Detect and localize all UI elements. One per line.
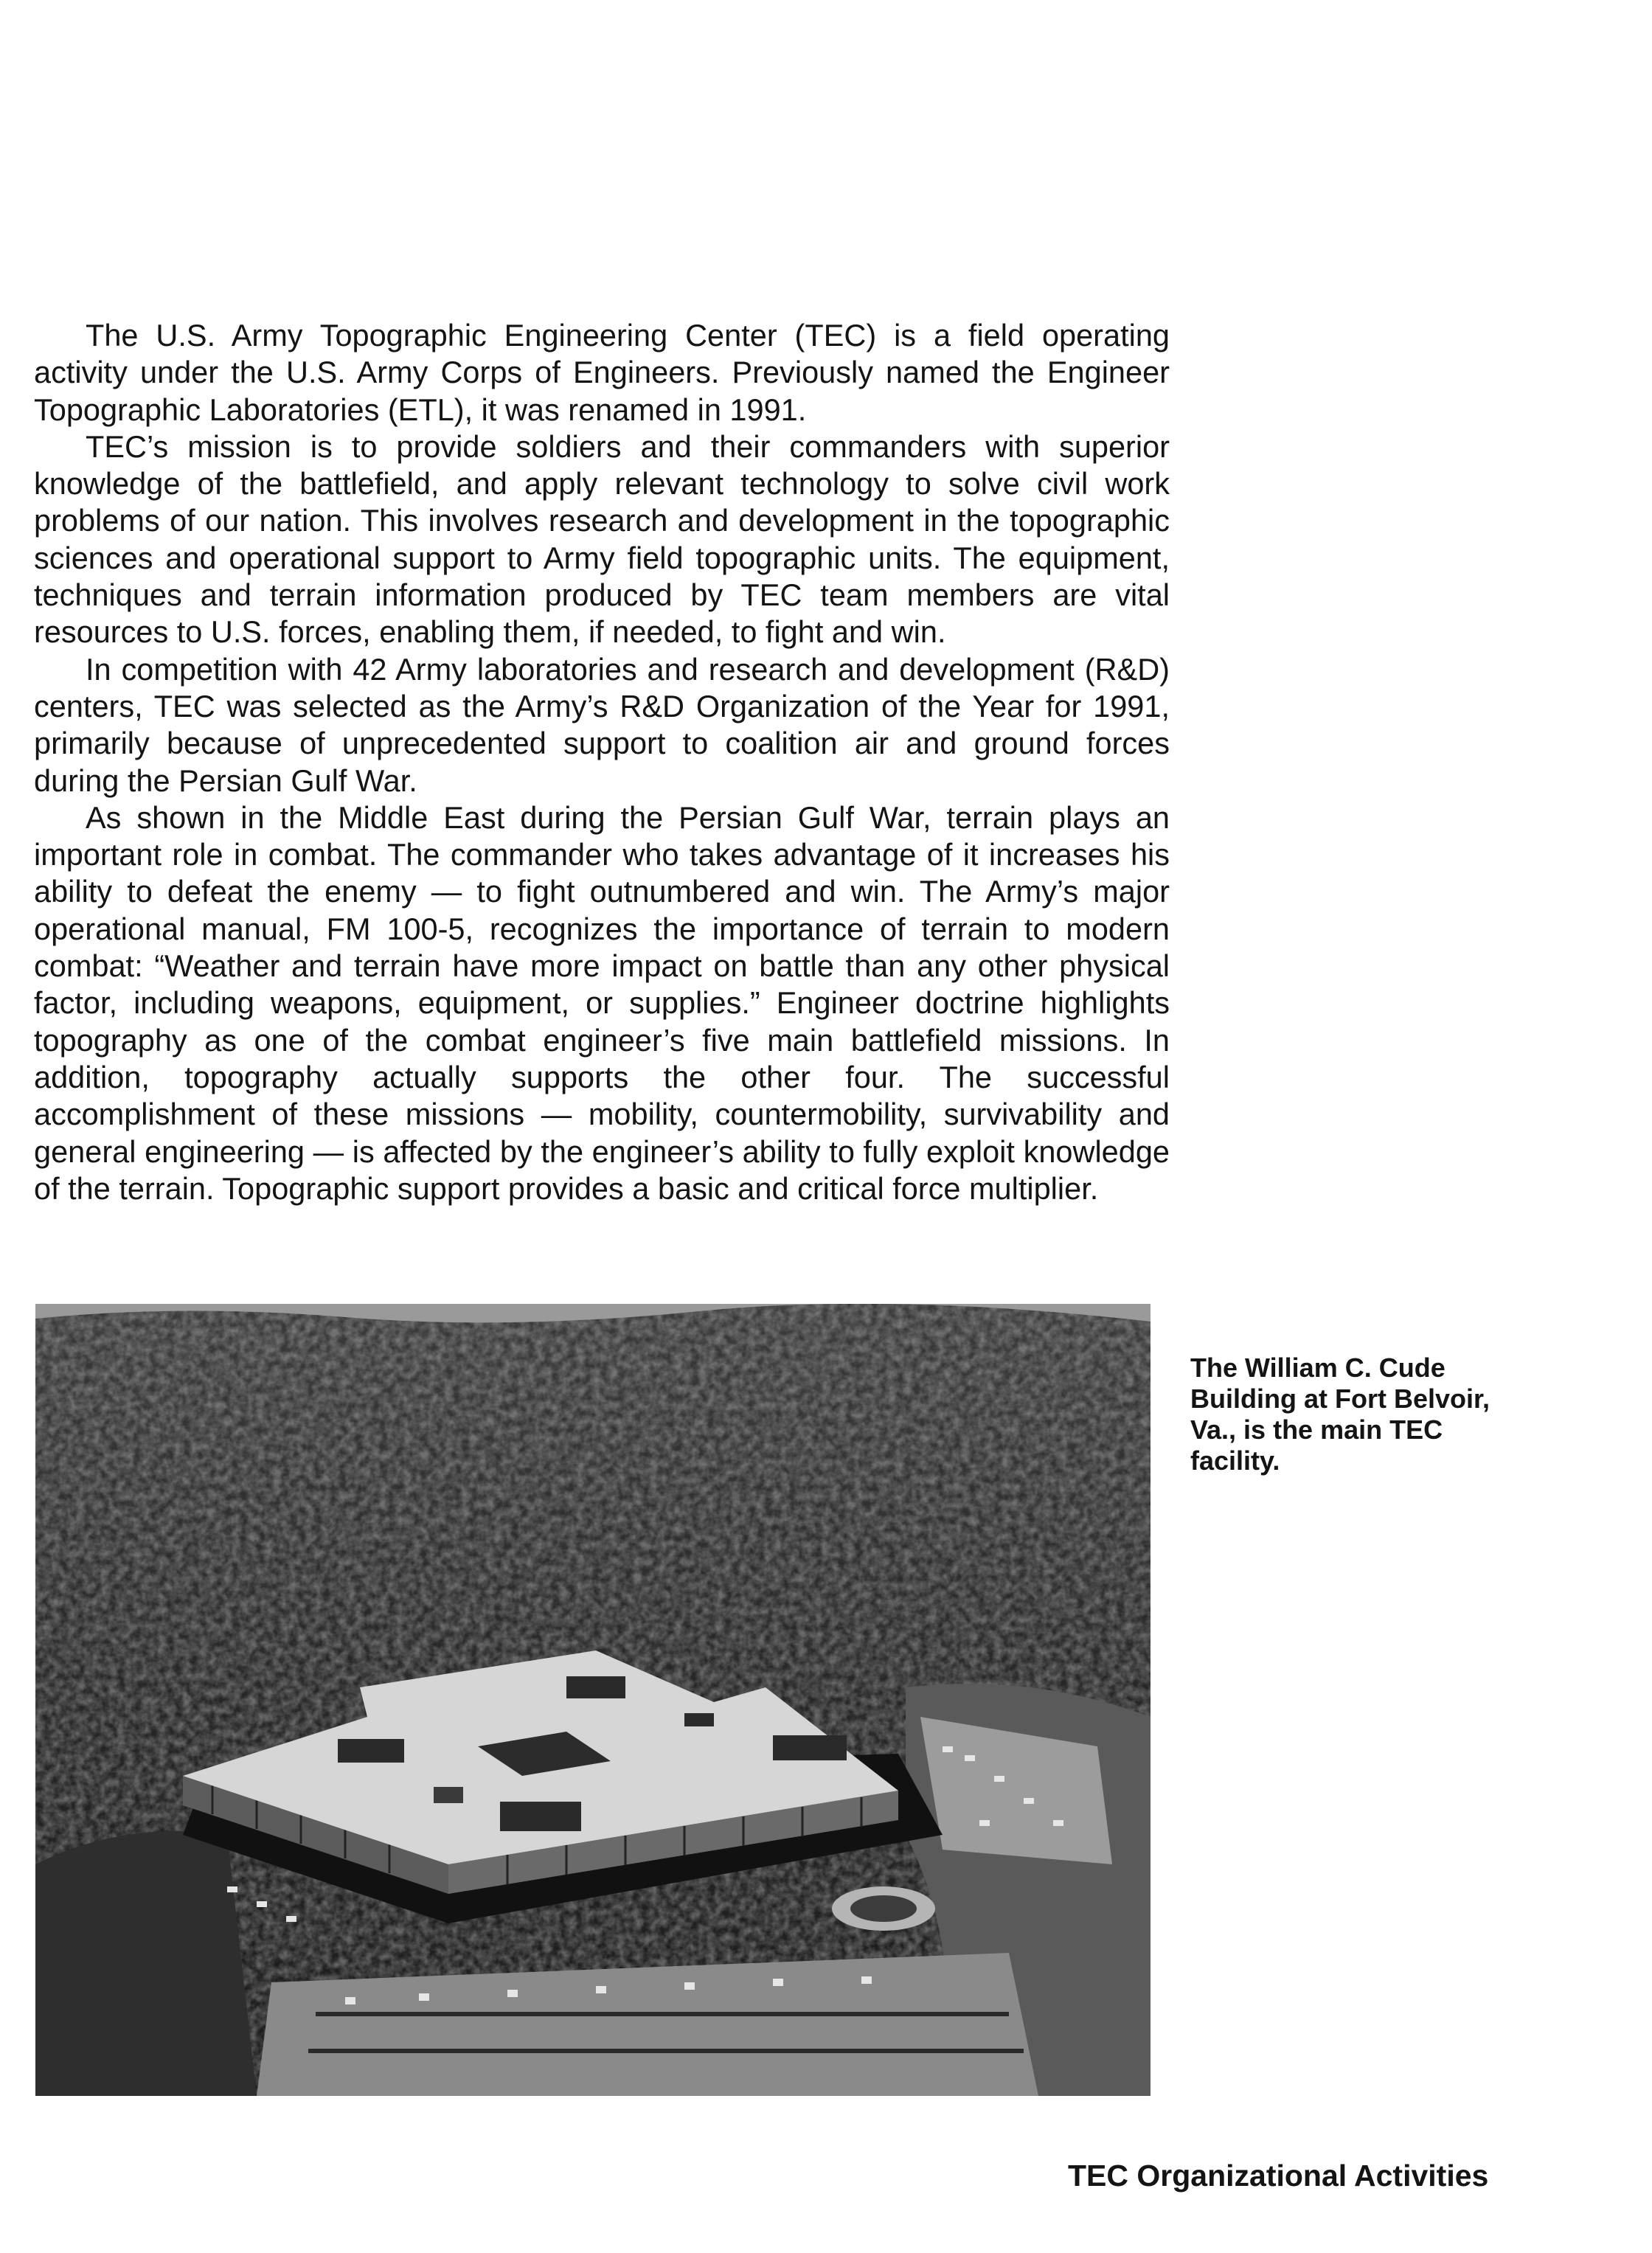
paragraph-terrain: As shown in the Middle East during the Persian Gulf War, terrain plays an important role in combat. The commander who takes advantage of it increases his ability to defeat the enemy — to fight outnumbered and win. The Army’s major operational manual, FM 100-5, recognizes the importance of terrain to modern combat: “Weather and terrain have more impact on battle than any other physical factor, including weapons, equipment, or supplies.” Engineer doctrine highlights topography as one of the combat engineer’s five main battlefield missions. In addition, topography actually supports the other four. The successful accomplishment of these missions — mobility, countermobility, survivability and general engineering — is affected by the engineer’s ability to fully exploit knowledge of the terrain. Topographic support provides a basic and critical force multiplier. bbox=[34, 799, 1170, 1206]
paragraph-intro: The U.S. Army Topographic Engineering Center (TEC) is a field operating activity under the U.S. Army Corps of Engineers. Previously named the Engineer Topographic Laboratories (ETL), it was renamed in 1991. bbox=[34, 318, 1170, 427]
page-footer-title: TEC Organizational Activities bbox=[1068, 2159, 1489, 2193]
aerial-building-photo bbox=[35, 1304, 1150, 2096]
body-text bbox=[34, 317, 1170, 1207]
photo-caption: The William C. Cude Building at Fort Belvoir, Va., is the main TEC facility. bbox=[1190, 1353, 1490, 1476]
photo-illustration bbox=[35, 1304, 1150, 2096]
paragraph-mission: TEC’s mission is to provide soldiers and their commanders with superior knowledge of the battlefield, and apply relevant technology to solve civil work problems of our nation. This involves research and development in the topographic sciences and operational support to Army field topographic units. The equipment, techniques and terrain information produced by TEC team members are vital resources to U.S. forces, enabling them, if needed, to fight and win. bbox=[34, 428, 1170, 650]
paragraph-competition: In competition with 42 Army laboratories and research and development (R&D) centers, TEC was selected as the Army’s R&D Organization of the Year for 1991, primarily because of unprecedented support to coalition air and ground forces during the Persian Gulf War. bbox=[34, 651, 1170, 798]
